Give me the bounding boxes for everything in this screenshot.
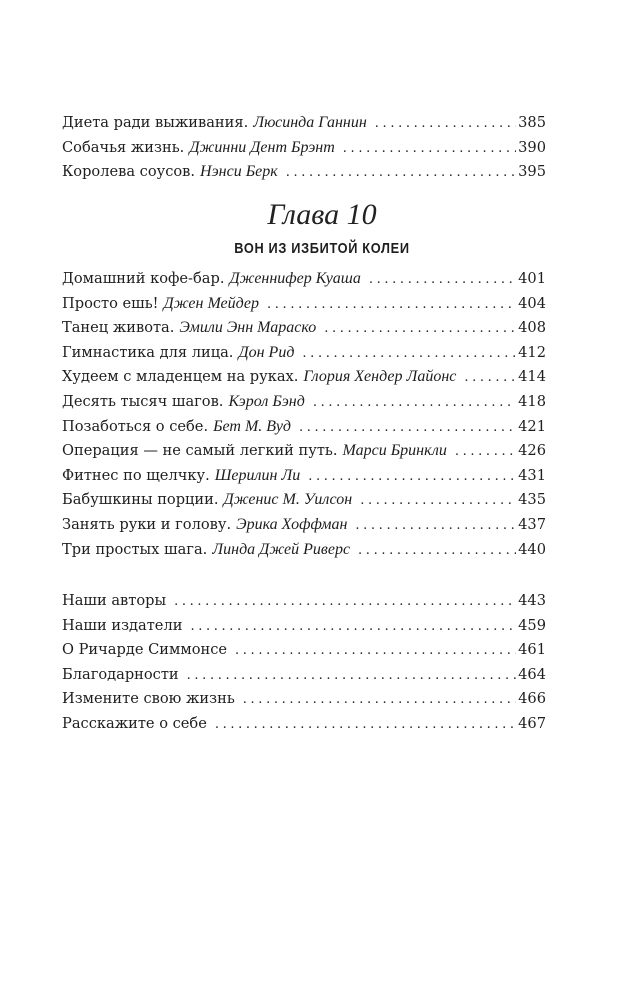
toc-entry bbox=[62, 617, 546, 642]
entry-author: Джен Мейдер bbox=[163, 294, 260, 312]
toc-entry bbox=[62, 641, 546, 666]
entry-author: Эрика Хоффман bbox=[236, 515, 348, 533]
entry-author: Дон Рид bbox=[238, 343, 295, 361]
dot-leader bbox=[299, 420, 516, 435]
entry-author: Дженис М. Уилсон bbox=[223, 491, 353, 509]
entry-author: Люсинда Ганнин bbox=[253, 114, 367, 131]
entry-title: О Ричарде Симмонсе bbox=[62, 641, 228, 659]
dot-leader bbox=[302, 346, 516, 361]
entry-title: Фитнес по щелчку. bbox=[62, 466, 210, 484]
toc-entry bbox=[62, 319, 546, 344]
toc-entry bbox=[62, 270, 546, 295]
entry-title: Благодарности bbox=[62, 665, 179, 683]
chapter-subtitle: ВОН ИЗ ИЗБИТОЙ КОЛЕИ bbox=[234, 240, 410, 257]
toc-entry bbox=[62, 666, 546, 691]
toc-entry bbox=[62, 467, 546, 492]
entry-title: Гимнастика для лица. bbox=[62, 343, 234, 361]
dot-leader bbox=[190, 619, 516, 634]
entry-title: Три простых шага. bbox=[62, 540, 208, 558]
entry-author: Линда Джей Риверс bbox=[212, 540, 351, 558]
toc-entry bbox=[62, 393, 546, 418]
dot-leader bbox=[369, 272, 516, 287]
toc-entry bbox=[62, 163, 546, 188]
dot-leader bbox=[286, 165, 516, 180]
entry-title: Домашний кофе-бар. bbox=[62, 270, 225, 287]
entry-author: Нэнси Берк bbox=[200, 163, 278, 181]
entry-page: 431 bbox=[518, 466, 546, 484]
entry-title: Диета ради выживания. bbox=[62, 114, 249, 131]
dot-leader bbox=[187, 668, 516, 683]
dot-leader bbox=[215, 717, 516, 732]
entry-title: Операция — не самый легкий путь. bbox=[62, 442, 338, 460]
entry-page: 404 bbox=[518, 294, 546, 312]
entry-title: Худеем с младенцем на руках. bbox=[62, 368, 299, 386]
entry-page: 418 bbox=[518, 392, 546, 410]
dot-leader bbox=[355, 518, 516, 533]
entry-page: 401 bbox=[518, 270, 546, 287]
toc-entry bbox=[62, 139, 546, 164]
entry-page: 467 bbox=[518, 714, 546, 732]
entry-author: Джинни Дент Брэнт bbox=[189, 138, 335, 156]
toc-entry bbox=[62, 442, 546, 467]
entry-page: 412 bbox=[518, 343, 546, 361]
dot-leader bbox=[358, 543, 516, 558]
entry-title: Королева соусов. bbox=[62, 163, 196, 181]
toc-entry bbox=[62, 418, 546, 443]
entry-title: Наши авторы bbox=[62, 592, 167, 609]
dot-leader bbox=[174, 594, 516, 609]
toc-entry bbox=[62, 690, 546, 715]
entry-title: Собачья жизнь. bbox=[62, 138, 185, 156]
entry-page: 408 bbox=[518, 319, 546, 337]
entry-author: Марси Бринкли bbox=[342, 442, 447, 460]
dot-leader bbox=[267, 297, 516, 312]
chapter-heading: Глава 10 bbox=[267, 198, 377, 231]
entry-page: 435 bbox=[518, 491, 546, 509]
toc-entry bbox=[62, 541, 546, 566]
dot-leader bbox=[313, 395, 516, 410]
entry-author: Дженнифер Куаша bbox=[229, 270, 361, 287]
toc-section-top bbox=[62, 114, 546, 188]
toc-entry bbox=[62, 114, 546, 139]
entry-title: Расскажите о себе bbox=[62, 714, 207, 732]
dot-leader bbox=[324, 321, 516, 336]
entry-page: 421 bbox=[518, 417, 546, 435]
entry-page: 385 bbox=[518, 114, 546, 131]
entry-page: 426 bbox=[518, 442, 546, 460]
dot-leader bbox=[464, 370, 516, 385]
entry-page: 437 bbox=[518, 515, 546, 533]
dot-leader bbox=[375, 116, 516, 131]
toc-entry bbox=[62, 715, 546, 740]
entry-page: 464 bbox=[518, 665, 546, 683]
toc-entry bbox=[62, 344, 546, 369]
dot-leader bbox=[308, 469, 516, 484]
toc-entry bbox=[62, 516, 546, 541]
toc-entry bbox=[62, 592, 546, 617]
dot-leader bbox=[360, 493, 516, 508]
entry-title: Позаботься о себе. bbox=[62, 417, 209, 435]
entry-title: Наши издатели bbox=[62, 616, 183, 634]
entry-page: 395 bbox=[518, 163, 546, 181]
entry-title: Десять тысяч шагов. bbox=[62, 392, 224, 410]
entry-page: 459 bbox=[518, 616, 546, 634]
toc-back-matter bbox=[62, 592, 546, 740]
entry-author: Эмили Энн Мараско bbox=[179, 319, 317, 337]
entry-page: 390 bbox=[518, 138, 546, 156]
entry-page: 466 bbox=[518, 690, 546, 708]
dot-leader bbox=[455, 444, 516, 459]
dot-leader bbox=[243, 692, 516, 707]
entry-title: Танец живота. bbox=[62, 319, 175, 337]
entry-title: Измените свою жизнь bbox=[62, 690, 235, 708]
toc-entry bbox=[62, 491, 546, 516]
entry-page: 443 bbox=[518, 592, 546, 609]
toc-entry bbox=[62, 368, 546, 393]
entry-title: Занять руки и голову. bbox=[62, 515, 232, 533]
entry-author: Бет М. Вуд bbox=[213, 417, 291, 435]
entry-page: 414 bbox=[518, 368, 546, 386]
entry-title: Бабушкины порции. bbox=[62, 491, 219, 509]
dot-leader bbox=[235, 643, 516, 658]
toc-entry bbox=[62, 295, 546, 320]
toc-chapter-entries bbox=[62, 270, 546, 565]
entry-page: 440 bbox=[518, 540, 546, 558]
entry-author: Шерилин Ли bbox=[214, 466, 301, 484]
dot-leader bbox=[343, 141, 516, 156]
entry-title: Просто ешь! bbox=[62, 294, 159, 312]
entry-author: Глория Хендер Лайонс bbox=[303, 368, 457, 386]
entry-author: Кэрол Бэнд bbox=[228, 392, 305, 410]
entry-page: 461 bbox=[518, 641, 546, 659]
